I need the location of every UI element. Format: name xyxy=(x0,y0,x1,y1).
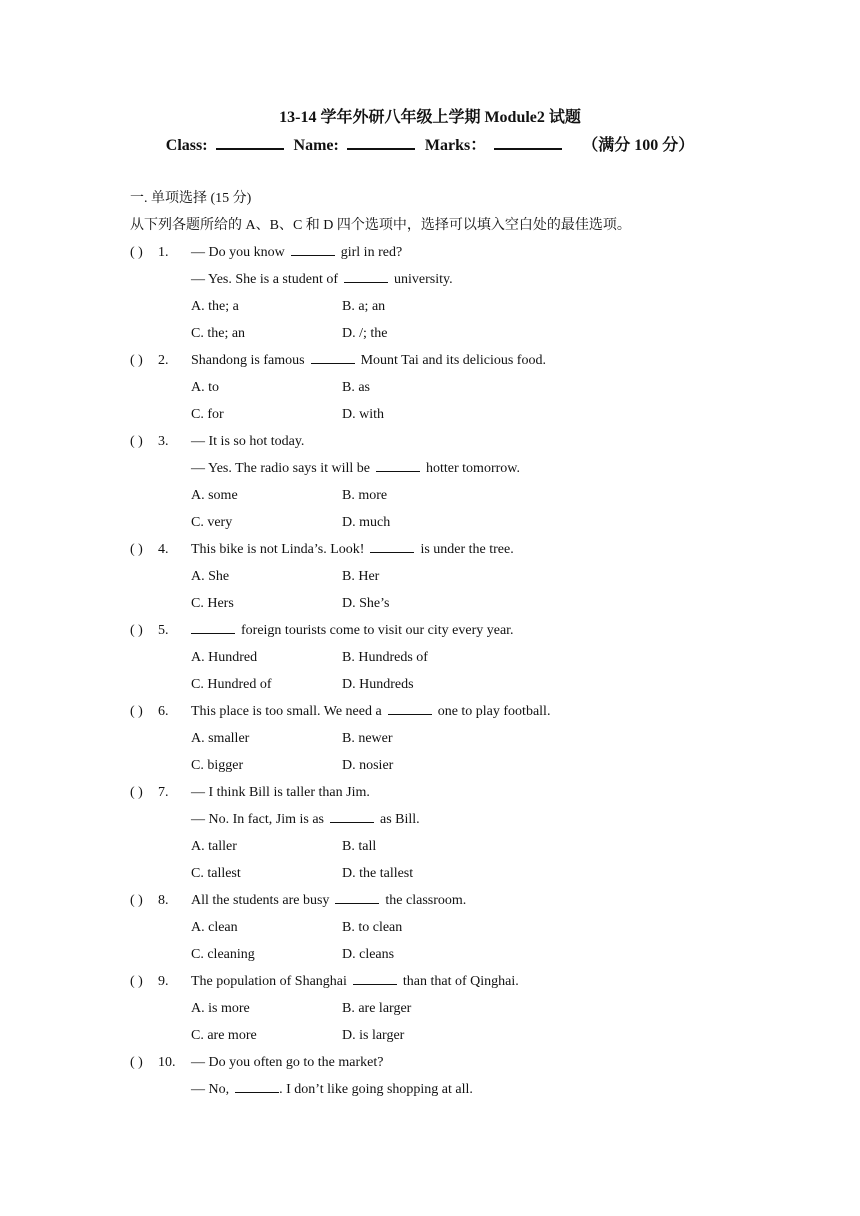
option-c: C. bigger xyxy=(191,758,244,773)
option-b: B. as xyxy=(342,380,370,395)
question-text-pre: — Do you know xyxy=(191,245,285,260)
option-d: D. much xyxy=(342,515,391,530)
class-label: Class: xyxy=(165,137,208,154)
option-c: C. are more xyxy=(191,1028,257,1043)
question-text xyxy=(191,540,514,560)
option-a: A. to xyxy=(191,380,219,395)
option-a: A. the; a xyxy=(191,299,239,314)
question-text: — I think Bill is taller than Jim. xyxy=(191,785,370,800)
option-a: A. clean xyxy=(191,920,238,935)
answer-paren[interactable]: ( ) xyxy=(130,974,143,989)
option-b: B. to clean xyxy=(342,920,403,935)
option-c: C. Hers xyxy=(191,596,234,611)
question-text xyxy=(191,459,520,479)
question-number: 5. xyxy=(158,623,169,638)
option-a: A. Hundred xyxy=(191,650,258,665)
question-text-post: Mount Tai and its delicious food. xyxy=(360,353,546,368)
question-number: 3. xyxy=(158,434,169,449)
answer-blank xyxy=(370,540,414,553)
question-text xyxy=(191,270,453,290)
question-text-pre: The population of Shanghai xyxy=(191,974,347,989)
option-b: B. more xyxy=(342,488,388,503)
question-text-post: is under the tree. xyxy=(420,542,514,557)
answer-blank xyxy=(235,1080,279,1093)
question-text xyxy=(191,810,420,830)
answer-blank xyxy=(191,621,235,634)
option-a: A. taller xyxy=(191,839,237,854)
option-d: D. She’s xyxy=(342,596,390,611)
answer-blank xyxy=(344,270,388,283)
option-b: B. are larger xyxy=(342,1001,412,1016)
answer-paren[interactable]: ( ) xyxy=(130,353,143,368)
option-c: C. the; an xyxy=(191,326,246,341)
option-d: D. nosier xyxy=(342,758,394,773)
answer-paren[interactable]: ( ) xyxy=(130,434,143,449)
class-blank[interactable] xyxy=(216,134,284,150)
option-c: C. cleaning xyxy=(191,947,255,962)
question-number: 10. xyxy=(158,1055,176,1070)
question-number: 7. xyxy=(158,785,169,800)
question-text-post: as Bill. xyxy=(379,812,420,827)
option-d: D. is larger xyxy=(342,1028,405,1043)
question-text-post: the classroom. xyxy=(385,893,467,908)
option-d: D. cleans xyxy=(342,947,395,962)
section-heading: 一. 单项选择 (15 分) xyxy=(130,191,252,206)
question-text-post: than that of Qinghai. xyxy=(402,974,519,989)
exam-title: 13-14 学年外研八年级上学期 Module2 试题 xyxy=(279,109,581,126)
question-number: 2. xyxy=(158,353,169,368)
option-d: D. the tallest xyxy=(342,866,414,881)
answer-blank xyxy=(335,891,379,904)
question-text xyxy=(191,891,466,911)
question-text-pre: Shandong is famous xyxy=(191,353,305,368)
marks-label: Marks： xyxy=(424,137,487,154)
student-info-line xyxy=(0,134,860,157)
answer-blank xyxy=(330,810,374,823)
answer-blank xyxy=(376,459,420,472)
question-text-pre: — No, xyxy=(191,1082,230,1097)
question-text-pre: All the students are busy xyxy=(191,893,330,908)
question-text xyxy=(191,702,550,722)
question-text-post: university. xyxy=(394,272,453,287)
marks-blank[interactable] xyxy=(494,134,562,150)
section-instruction: 从下列各题所给的 A、B、C 和 D 四个选项中，选择可以填入空白处的最佳选项。 xyxy=(130,218,631,233)
answer-paren[interactable]: ( ) xyxy=(130,785,143,800)
total-score: （满分 100 分） xyxy=(582,137,695,154)
question-text-post: girl in red? xyxy=(340,245,403,260)
question-text xyxy=(191,621,514,641)
question-text: — Do you often go to the market? xyxy=(191,1055,384,1070)
option-b: B. tall xyxy=(342,839,377,854)
option-b: B. a; an xyxy=(342,299,386,314)
question-text: — It is so hot today. xyxy=(191,434,305,449)
option-b: B. Hundreds of xyxy=(342,650,428,665)
answer-paren[interactable]: ( ) xyxy=(130,704,143,719)
option-a: A. She xyxy=(191,569,230,584)
question-text-post: hotter tomorrow. xyxy=(426,461,520,476)
question-text-pre: This place is too small. We need a xyxy=(191,704,382,719)
option-a: A. smaller xyxy=(191,731,250,746)
question-text-post: . I don’t like going shopping at all. xyxy=(279,1082,473,1097)
question-number: 6. xyxy=(158,704,169,719)
question-text-pre: — Yes. She is a student of xyxy=(191,272,339,287)
question-number: 1. xyxy=(158,245,169,260)
question-text xyxy=(191,243,402,263)
question-text-pre: — No. In fact, Jim is as xyxy=(191,812,324,827)
answer-blank xyxy=(388,702,432,715)
answer-paren[interactable]: ( ) xyxy=(130,893,143,908)
option-b: B. newer xyxy=(342,731,393,746)
question-text xyxy=(191,351,546,371)
option-c: C. very xyxy=(191,515,233,530)
option-c: C. for xyxy=(191,407,224,422)
question-number: 8. xyxy=(158,893,169,908)
answer-paren[interactable]: ( ) xyxy=(130,1055,143,1070)
name-label: Name: xyxy=(293,137,339,154)
option-d: D. Hundreds xyxy=(342,677,414,692)
answer-paren[interactable]: ( ) xyxy=(130,542,143,557)
question-number: 9. xyxy=(158,974,169,989)
option-b: B. Her xyxy=(342,569,380,584)
question-text xyxy=(191,972,519,992)
question-text-post: one to play football. xyxy=(437,704,551,719)
question-text-pre: — Yes. The radio says it will be xyxy=(191,461,371,476)
option-c: C. tallest xyxy=(191,866,241,881)
answer-blank xyxy=(311,351,355,364)
question-number: 4. xyxy=(158,542,169,557)
question-text-post: foreign tourists come to visit our city every year. xyxy=(241,623,514,638)
question-text-pre: This bike is not Linda’s. Look! xyxy=(191,542,365,557)
answer-paren[interactable]: ( ) xyxy=(130,245,143,260)
option-d: D. /; the xyxy=(342,326,388,341)
option-c: C. Hundred of xyxy=(191,677,272,692)
option-d: D. with xyxy=(342,407,384,422)
option-a: A. some xyxy=(191,488,238,503)
answer-blank xyxy=(353,972,397,985)
answer-blank xyxy=(291,243,335,256)
question-text xyxy=(191,1080,473,1100)
answer-paren[interactable]: ( ) xyxy=(130,623,143,638)
name-blank[interactable] xyxy=(347,134,415,150)
option-a: A. is more xyxy=(191,1001,250,1016)
